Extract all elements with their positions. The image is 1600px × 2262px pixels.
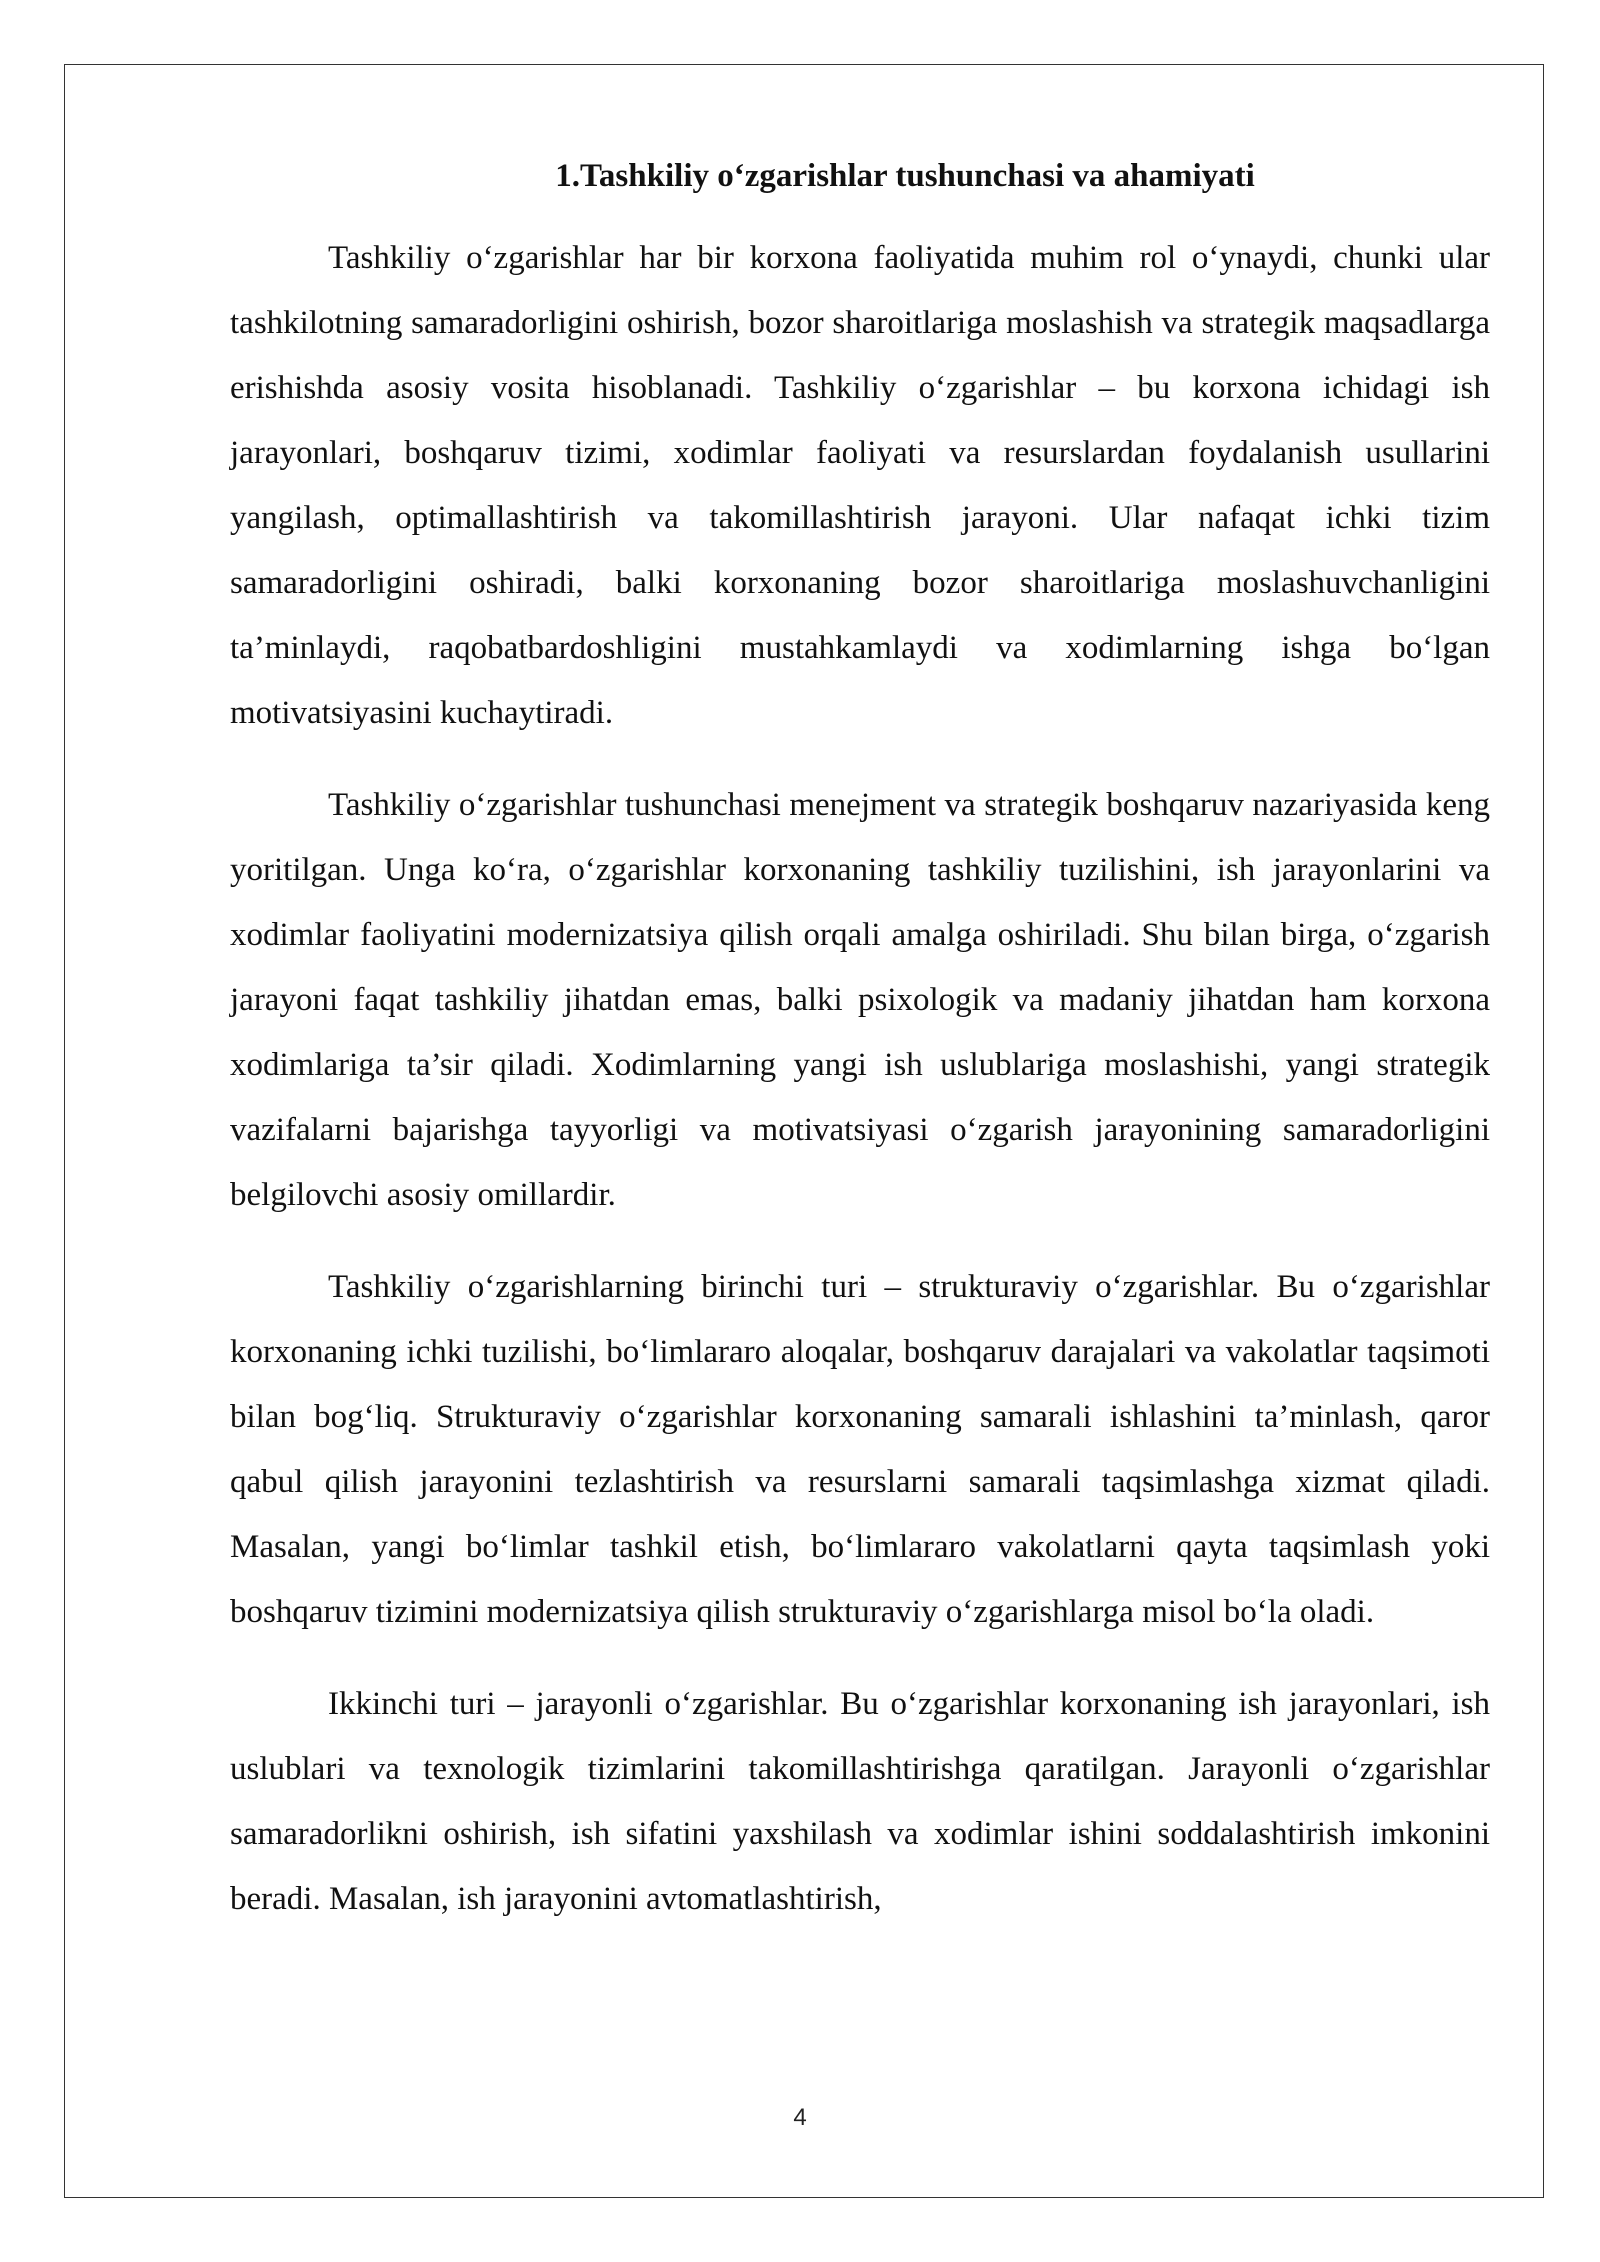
- paragraph-1: Tashkiliy o‘zgarishlar har bir korxona faoliyatida muhim rol o‘ynaydi, chunki ular tashkilotning samaradorligini oshirish, bozor sharoitlariga moslashish va strategik maqsadlarga erishishda asosiy vosita hisoblanadi. Tashkiliy o‘zgarishlar – bu korxona ichidagi ish jarayonlari, boshqaruv tizimi, xodimlar faoliyati va resurslardan foydalanish usullarini yangilash, optimallashtirish va takomillashtirish jarayoni. Ular nafaqat ichki tizim samaradorligini oshiradi, balki korxonaning bozor sharoitlariga moslashuvchanligini ta’minlaydi, raqobatbardoshligini mustahkamlaydi va xodimlarning ishga bo‘lgan motivatsiyasini kuchaytiradi.: [230, 240, 1490, 731]
- paragraph-4: Ikkinchi turi – jarayonli o‘zgarishlar. Bu o‘zgarishlar korxonaning ish jarayonlari, ish uslublari va texnologik tizimlarini takomillashtirishga qaratilgan. Jarayonli o‘zgarishlar samaradorlikni oshirish, ish sifatini yaxshilash va xodimlar ishini soddalashtirish imkonini beradi. Masalan, ish jarayonini avtomatlashtirish,: [230, 1686, 1490, 1917]
- paragraph-2: Tashkiliy o‘zgarishlar tushunchasi menejment va strategik boshqaruv nazariyasida keng yoritilgan. Unga ko‘ra, o‘zgarishlar korxonaning tashkiliy tuzilishini, ish jarayonlarini va xodimlar faoliyatini modernizatsiya qilish orqali amalga oshiriladi. Shu bilan birga, o‘zgarish jarayoni faqat tashkiliy jihatdan emas, balki psixologik va madaniy jihatdan ham korxona xodimlariga ta’sir qiladi. Xodimlarning yangi ish uslublariga moslashishi, yangi strategik vazifalarni bajarishga tayyorligi va motivatsiyasi o‘zgarish jarayonining samaradorligini belgilovchi asosiy omillardir.: [230, 787, 1490, 1213]
- document-body: [230, 150, 1490, 1932]
- section-heading: 1.Tashkiliy o‘zgarishlar tushunchasi va ahamiyati: [555, 158, 1255, 194]
- page-number: 4: [793, 2104, 807, 2131]
- paragraph-3: Tashkiliy o‘zgarishlarning birinchi turi – strukturaviy o‘zgarishlar. Bu o‘zgarishlar korxonaning ichki tuzilishi, bo‘limlararo aloqalar, boshqaruv darajalari va vakolatlar taqsimoti bilan bog‘liq. Strukturaviy o‘zgarishlar korxonaning samarali ishlashini ta’minlash, qaror qabul qilish jarayonini tezlashtirish va resurslarni samarali taqsimlashga xizmat qiladi. Masalan, yangi bo‘limlar tashkil etish, bo‘limlararo vakolatlarni qayta taqsimlash yoki boshqaruv tizimini modernizatsiya qilish strukturaviy o‘zgarishlarga misol bo‘la oladi.: [230, 1269, 1490, 1630]
